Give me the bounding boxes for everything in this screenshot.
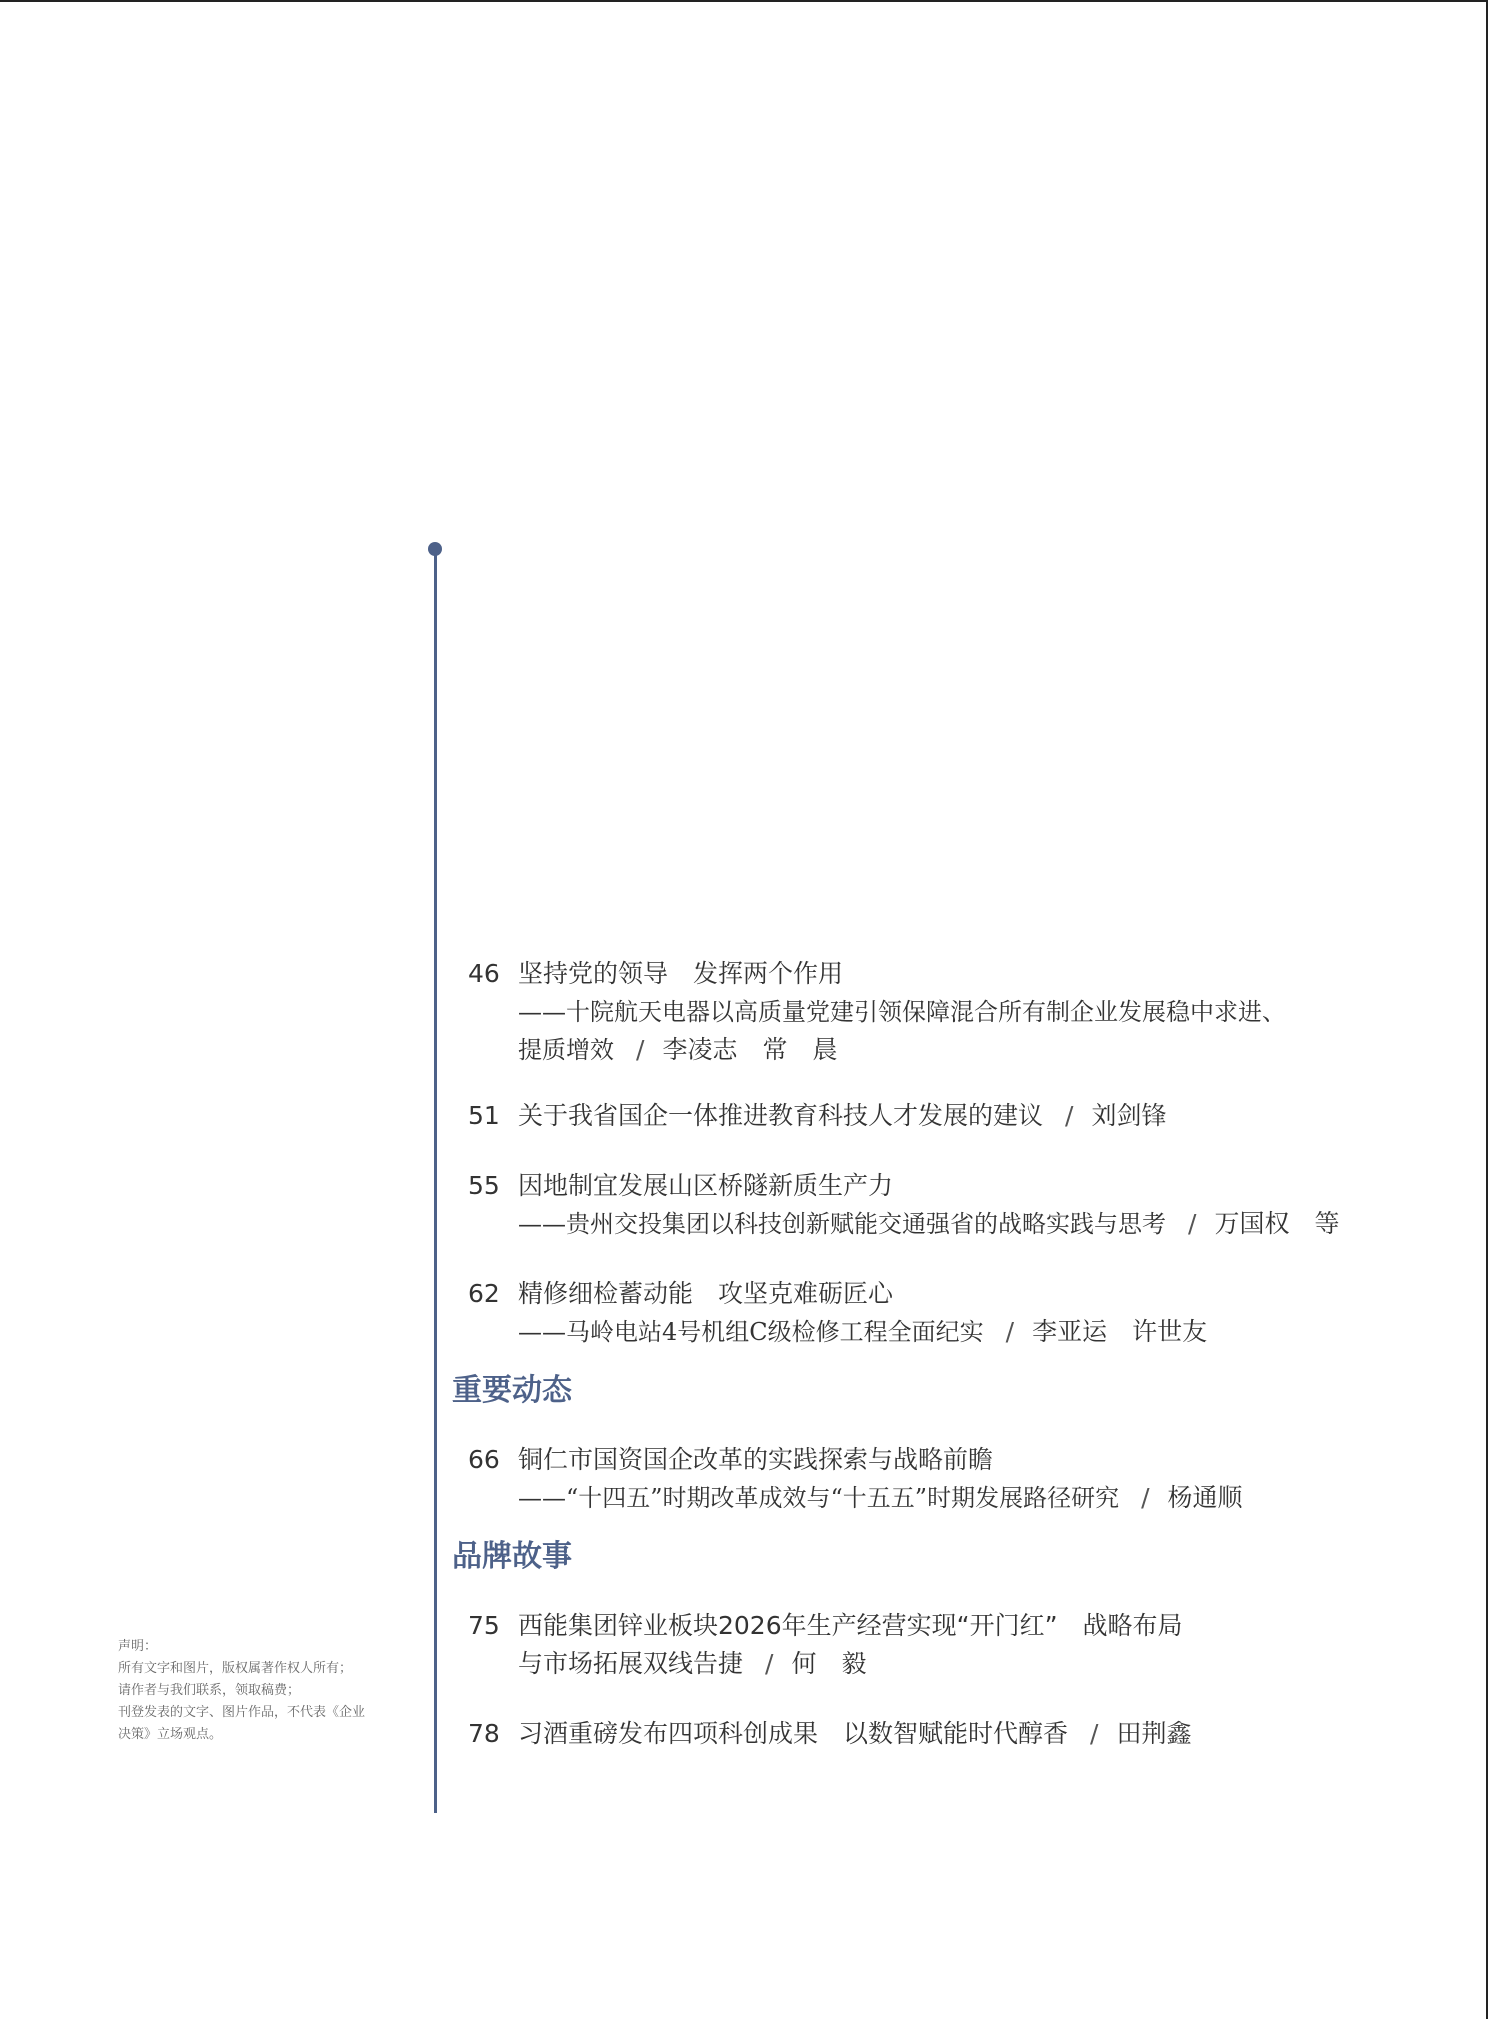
disclaimer-line: 所有文字和图片，版权属著作权人所有； [118, 1661, 353, 1676]
entry-author: 万国权 等 [1214, 1209, 1340, 1238]
entry-author: 刘剑锋 [1091, 1101, 1167, 1130]
separator: / [1005, 1317, 1015, 1346]
separator: / [1065, 1101, 1074, 1130]
entry-title: 铜仁市国资国企改革的实践探索与战略前瞻 [518, 1445, 994, 1474]
table-of-contents [452, 955, 1462, 1753]
entry-author: 李凌志 常 晨 [662, 1035, 838, 1064]
entry-subtitle: ——十院航天电器以高质量党建引领保障混合所有制企业发展稳中求进、 [518, 998, 1286, 1026]
entry-title-line-2 [452, 1645, 1462, 1683]
entry-subtitle: ——贵州交投集团以科技创新赋能交通强省的战略实践与思考 [518, 1210, 1166, 1238]
timeline-line [434, 549, 437, 1813]
entry-title-line [452, 1715, 1462, 1753]
toc-entry-51[interactable] [452, 1097, 1462, 1135]
entry-title-line [452, 1275, 1462, 1313]
toc-entry-55[interactable] [452, 1167, 1462, 1243]
page-number: 51 [468, 1101, 500, 1130]
entry-subtitle: 提质增效 [518, 1036, 614, 1064]
toc-entry-75[interactable] [452, 1607, 1462, 1683]
toc-entry-62[interactable] [452, 1275, 1462, 1351]
separator: / [1090, 1719, 1099, 1748]
disclaimer-line: 请作者与我们联系，领取稿费； [118, 1683, 301, 1698]
entry-title-line [452, 1097, 1462, 1135]
entry-author: 李亚运 许世友 [1032, 1317, 1208, 1346]
page-number: 75 [468, 1611, 500, 1640]
entry-subtitle-line [452, 1031, 1462, 1069]
page-number: 78 [468, 1719, 500, 1748]
separator: / [636, 1035, 645, 1064]
toc-entry-66[interactable] [452, 1441, 1462, 1517]
page-number: 66 [468, 1445, 500, 1474]
entry-subtitle-line [452, 1479, 1462, 1517]
section-heading-brand-stories: 品牌故事 [452, 1539, 572, 1574]
entry-subtitle: ——马岭电站4号机组C级检修工程全面纪实 [518, 1318, 984, 1346]
entry-title: 坚持党的领导 发挥两个作用 [518, 959, 844, 988]
disclaimer [118, 1636, 418, 1746]
entry-title: 因地制宜发展山区桥隧新质生产力 [518, 1171, 894, 1200]
toc-entry-46[interactable] [452, 955, 1462, 1069]
entry-title-continued: 与市场拓展双线告捷 [518, 1649, 744, 1678]
entry-title: 精修细检蓄动能 攻坚克难砺匠心 [518, 1279, 894, 1308]
entry-title-line [452, 1167, 1462, 1205]
top-border-rule [0, 0, 1488, 2]
entry-subtitle-line [452, 1205, 1462, 1243]
separator: / [1141, 1483, 1150, 1512]
entry-title-line [452, 955, 1462, 993]
entry-subtitle-line [452, 1313, 1462, 1351]
entry-subtitle-line [452, 993, 1462, 1031]
page-number: 55 [468, 1171, 500, 1200]
toc-entry-78[interactable] [452, 1715, 1462, 1753]
entry-author: 何 毅 [791, 1649, 867, 1678]
entry-title: 关于我省国企一体推进教育科技人才发展的建议 [518, 1101, 1044, 1130]
entry-title-line [452, 1441, 1462, 1479]
disclaimer-line: 决策》立场观点。 [118, 1727, 223, 1742]
disclaimer-heading: 声明： [118, 1639, 158, 1654]
disclaimer-line: 刊登发表的文字、图片作品，不代表《企业 [118, 1705, 366, 1720]
separator: / [1188, 1209, 1197, 1238]
page-number: 46 [468, 959, 500, 988]
entry-title-line [452, 1607, 1462, 1645]
entry-author: 杨通顺 [1167, 1483, 1243, 1512]
entry-title: 西能集团锌业板块2026年生产经营实现“开门红” 战略布局 [518, 1611, 1183, 1640]
entry-subtitle: ——“十四五”时期改革成效与“十五五”时期发展路径研究 [518, 1484, 1120, 1512]
entry-author: 田荆鑫 [1116, 1719, 1192, 1748]
entry-title: 习酒重磅发布四项科创成果 以数智赋能时代醇香 [518, 1719, 1069, 1748]
page-number: 62 [468, 1279, 500, 1308]
separator: / [765, 1649, 774, 1678]
section-heading-important-news: 重要动态 [452, 1373, 572, 1408]
